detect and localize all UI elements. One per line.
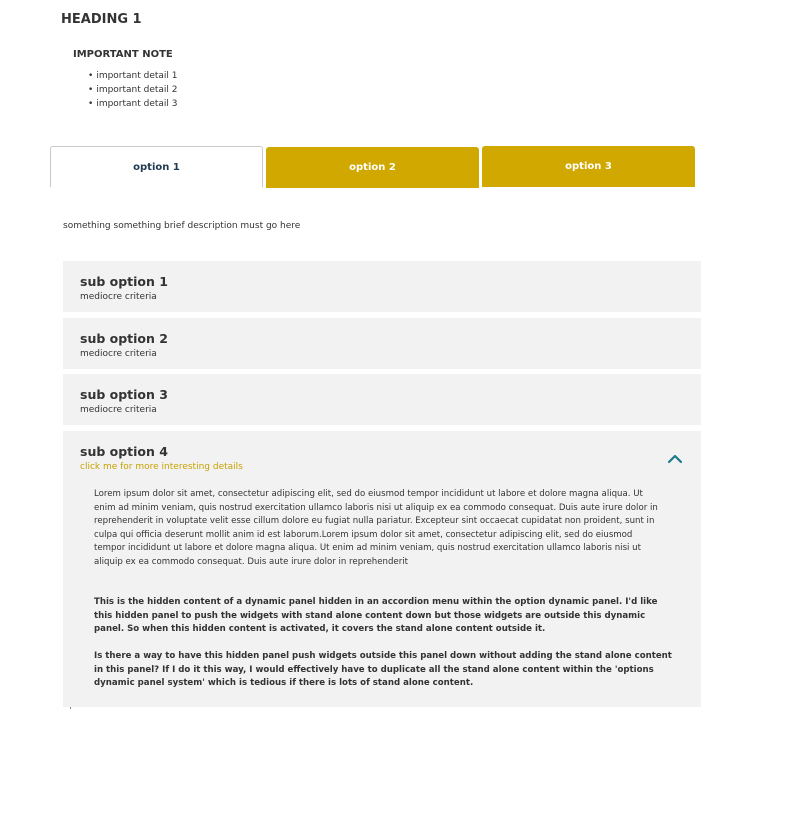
important-detail-item: • important detail 2 [88,83,178,97]
page-heading: HEADING 1 [61,12,142,27]
hidden-panel-paragraph-1: This is the hidden content of a dynamic panel hidden in an accordion menu within the option dynamic panel. I'd like this hidden panel to push the widgets with stand alone content down but those widgets are outside this dynamic panel. So when this hidden content is activated, it covers the stand alone content outside it. [94,597,658,635]
accordion-body-text: Lorem ipsum dolor sit amet, consectetur adipiscing elit, sed do eiusmod tempor incididunt ut labore et dolore magna aliqua. Ut enim ad minim veniam, quis nostrud exercitation ullamco laboris nisi ut aliquip ex ea commodo consequat. Duis aute irure dolor in reprehenderit in voluptate velit esse cillum dolore eu fugiat nulla pariatur. Excepteur sint occaecat cupidatat non proident, sunt in culpa qui officia deserunt mollit anim id est laborum.Lorem ipsum dolor sit amet, consectetur adipiscing elit, sed do eiusmod tempor incididunt ut labore et dolore magna aliqua. Ut enim ad minim veniam, quis nostrud exercitation ullamco laboris nisi ut aliquip ex ea commodo consequat. Duis aute irure dolor in reprehenderit [94,489,658,567]
accordion-item-subtitle: mediocre criteria [80,405,157,415]
chevron-up-icon[interactable] [667,449,683,461]
accordion-item-sub-option-3[interactable] [63,374,701,425]
accordion-item-title[interactable]: sub option 4 [80,444,168,459]
accordion-item-title: sub option 3 [80,387,168,402]
important-detail-item: • important detail 1 [88,69,178,83]
accordion-item-sub-option-1[interactable] [63,261,701,312]
accordion-item-subtitle: mediocre criteria [80,292,157,302]
important-note-title: IMPORTANT NOTE [73,49,173,60]
accordion-expand-link[interactable]: click me for more interesting details [80,462,243,472]
hidden-panel-paragraph-2: Is there a way to have this hidden panel push widgets outside this panel down without adding the stand alone content in this panel? If I do it this way, I would effectively have to duplicate all the stand alone content within the 'options dynamic panel system' which is tedious if there is lots of stand alone content. [94,651,672,689]
accordion-item-title: sub option 1 [80,274,168,289]
accordion-item-subtitle: mediocre criteria [80,349,157,359]
tab-description: something something brief description must go here [63,221,301,231]
important-note-list [88,69,178,111]
tab-option-3[interactable]: option 3 [482,146,695,187]
accordion-item-title: sub option 2 [80,331,168,346]
important-detail-item: • important detail 3 [88,97,178,111]
accordion-item-sub-option-2[interactable] [63,318,701,369]
accordion-item-sub-option-4 [63,431,701,707]
tab-option-1[interactable]: option 1 [50,146,263,187]
tab-option-2[interactable]: option 2 [266,147,479,188]
